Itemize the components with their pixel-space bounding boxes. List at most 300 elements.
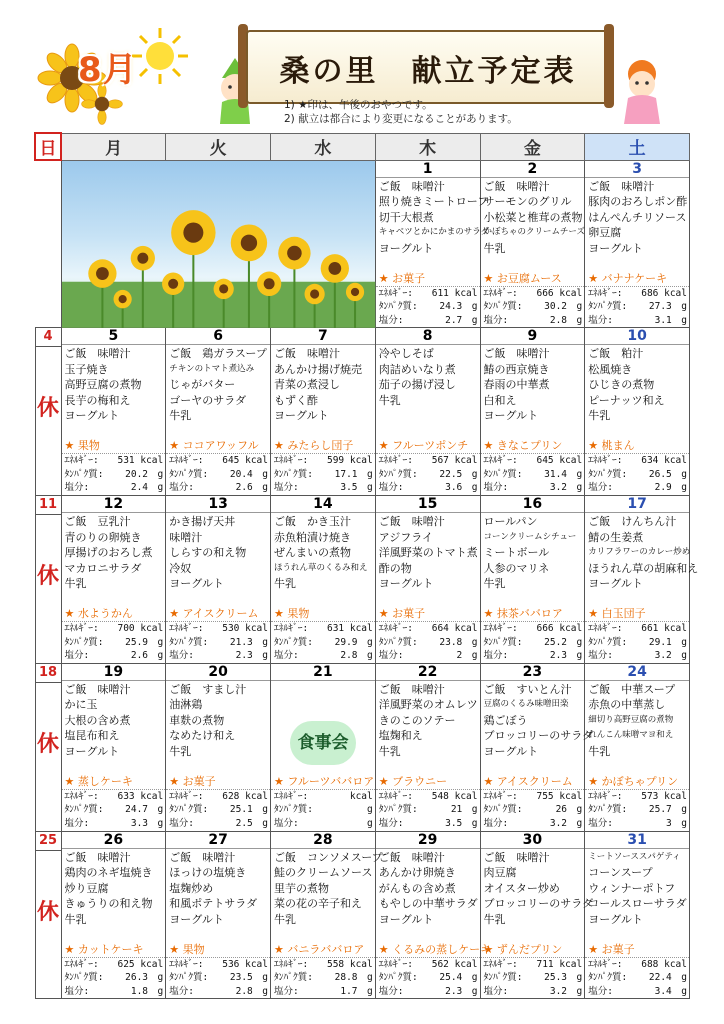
day-number: 28: [271, 832, 375, 849]
nutrition-info: [481, 454, 585, 495]
energy-value: 531 kcal: [117, 455, 164, 467]
salt-label: 塩分:: [274, 985, 299, 997]
snack-item: ★ バニラババロア: [271, 942, 375, 958]
salt-label: 塩分:: [378, 482, 404, 494]
holiday-mark: 休: [36, 731, 59, 757]
nutrition-info: [376, 958, 480, 999]
protein-value: 25.1 g: [229, 804, 268, 816]
protein-label: ﾀﾝﾊﾟｸ質:: [64, 804, 104, 816]
salt-value: 2.8 g: [549, 314, 583, 326]
salt-value: 2.6 g: [235, 482, 268, 494]
menu-list: [166, 681, 270, 774]
salt-value: 1.7 g: [340, 985, 373, 997]
protein-label: ﾀﾝﾊﾟｸ質:: [169, 468, 209, 480]
energy-value: 634 kcal: [641, 455, 687, 467]
energy-label: ｴﾈﾙｷﾞｰ:: [588, 958, 623, 970]
energy-label: ｴﾈﾙｷﾞｰ:: [588, 287, 623, 299]
energy-label: ｴﾈﾙｷﾞｰ:: [483, 455, 518, 467]
menu-item: 菜の花の辛子和え: [274, 897, 362, 911]
energy-value: 633 kcal: [117, 790, 164, 802]
energy-label: ｴﾈﾙｷﾞｰ:: [378, 623, 413, 635]
menu-list: [166, 345, 270, 438]
menu-item: かき揚げ天丼: [169, 515, 236, 529]
menu-item: ご飯 味噌汁: [483, 850, 550, 864]
energy-label: ｴﾈﾙｷﾞｰ:: [169, 623, 204, 635]
weekday-sat: 土: [585, 133, 690, 160]
menu-list: [481, 178, 585, 271]
menu-item: もやしの中華サラダ: [378, 897, 478, 911]
menu-item: はんぺんチリソース: [588, 210, 687, 224]
snack-item: ★ バナナケーキ: [585, 271, 689, 287]
salt-label: 塩分:: [483, 650, 509, 662]
protein-label: ﾀﾝﾊﾟｸ質:: [64, 636, 104, 648]
day-cell: [61, 328, 166, 496]
energy-label: ｴﾈﾙｷﾞｰ:: [274, 958, 309, 970]
sunday-cell: [35, 328, 61, 496]
day-number: 8: [376, 328, 480, 345]
menu-item: マカロニサラダ: [64, 561, 142, 575]
menu-item: ロールパン: [483, 515, 538, 529]
snack-item: ★ お菓子: [585, 942, 689, 958]
salt-label: 塩分:: [169, 818, 194, 830]
menu-item: 牛乳: [483, 241, 506, 255]
salt-label: 塩分:: [64, 482, 90, 494]
day-number: 27: [166, 832, 270, 849]
energy-value: 688 kcal: [641, 958, 687, 970]
menu-item: ご飯 味噌汁: [588, 179, 655, 193]
month-title: 8月: [78, 50, 138, 90]
menu-item: コーンスープ: [588, 866, 653, 880]
energy-value: 599 kcal: [326, 455, 373, 467]
salt-value: 3.5 g: [340, 482, 373, 494]
snack-item: ★ 白玉団子: [585, 606, 689, 622]
day-cell: [585, 328, 690, 496]
menu-item: 豚肉のおろしポン酢: [588, 195, 688, 208]
day-cell: [480, 496, 585, 664]
energy-label: ｴﾈﾙｷﾞｰ:: [169, 790, 204, 802]
menu-item: ヨーグルト: [588, 912, 643, 926]
nutrition-info: [166, 790, 270, 831]
menu-item: 洋風野菜のトマト煮: [378, 546, 478, 560]
protein-value: 24.7 g: [125, 804, 164, 816]
energy-value: 562 kcal: [431, 958, 478, 970]
menu-list: [585, 849, 689, 942]
day-number: 7: [271, 328, 375, 345]
menu-item: 牛乳: [64, 577, 87, 591]
menu-item: がんもの含め煮: [378, 881, 456, 895]
sunday-date: 18: [36, 664, 61, 683]
menu-item: ご飯 鶏ガラスープ: [169, 347, 267, 361]
day-cell: [271, 496, 376, 664]
energy-value: 628 kcal: [222, 790, 268, 802]
menu-item: 鮭のクリームソース: [274, 866, 373, 880]
menu-item: ヨーグルト: [169, 577, 224, 591]
menu-item: ヨーグルト: [483, 744, 539, 758]
snack-item: ★ みたらし団子: [271, 438, 375, 454]
menu-list: [376, 849, 480, 942]
menu-list: [585, 513, 699, 606]
menu-item: ご飯 中華スープ: [588, 682, 676, 696]
day-number: 15: [376, 496, 480, 513]
salt-label: 塩分:: [378, 985, 404, 997]
sunday-date: 4: [36, 328, 61, 347]
menu-item: 高野豆腐の煮物: [64, 378, 142, 392]
sunday-cell: [35, 663, 61, 831]
salt-value: 2.7 g: [445, 314, 478, 326]
menu-item: 照り焼きミートローフ: [378, 195, 489, 208]
day-cell: [271, 328, 376, 496]
salt-value: 3.1 g: [654, 314, 687, 326]
protein-label: ﾀﾝﾊﾟｸ質:: [169, 804, 209, 816]
snack-item: ★ フルーツポンチ: [376, 438, 480, 454]
menu-item: 油淋鶏: [169, 698, 203, 712]
weekday-sun: 日: [35, 133, 61, 160]
orange-fairy-character-icon: [614, 54, 670, 126]
menu-list: [585, 345, 689, 438]
snack-item: ★ きなこプリン: [481, 438, 585, 454]
menu-item: ぜんまいの煮物: [274, 546, 351, 560]
day-number: 21: [271, 664, 375, 681]
snack-item: ★ ずんだプリン: [481, 942, 585, 958]
page-header: [0, 0, 724, 132]
menu-item: じゃがバター: [169, 378, 236, 392]
menu-item: ご飯 すいとん汁: [483, 682, 572, 696]
menu-item: 白和え: [483, 393, 517, 407]
day-cell: [585, 160, 690, 328]
menu-item: しらすの和え物: [169, 546, 247, 560]
protein-label: ﾀﾝﾊﾟｸ質:: [274, 636, 313, 648]
holiday-mark: 休: [36, 899, 59, 925]
day-number: 10: [585, 328, 689, 345]
day-cell: [166, 831, 271, 999]
energy-value: 567 kcal: [431, 455, 478, 467]
energy-label: ｴﾈﾙｷﾞｰ:: [274, 790, 309, 802]
nutrition-info: [585, 958, 689, 999]
menu-item: ご飯 かき玉汁: [274, 515, 351, 529]
menu-item: ヨーグルト: [64, 744, 120, 758]
menu-item: 肉詰めいなり煮: [378, 362, 456, 376]
menu-list: [481, 849, 594, 942]
protein-label: ﾀﾝﾊﾟｸ質:: [588, 301, 628, 313]
salt-label: 塩分:: [588, 314, 613, 326]
sun-icon: [130, 26, 190, 86]
menu-list: [62, 849, 166, 942]
menu-item: 塩昆布和え: [64, 729, 120, 743]
energy-label: ｴﾈﾙｷﾞｰ:: [64, 455, 99, 467]
snack-item: ★ 抹茶ババロア: [481, 606, 585, 622]
protein-label: ﾀﾝﾊﾟｸ質:: [588, 804, 628, 816]
salt-label: 塩分:: [169, 650, 194, 662]
nutrition-info: [585, 790, 689, 831]
sunday-cell: [35, 160, 61, 328]
nutrition-info: [481, 958, 585, 999]
menu-item: 細切り高野豆腐の煮物: [588, 714, 674, 725]
snack-item: ★ かぼちゃプリン: [585, 774, 689, 790]
energy-value: 558 kcal: [326, 958, 373, 970]
menu-item: 和風ポテトサラダ: [169, 897, 258, 911]
snack-item: ★ アイスクリーム: [166, 606, 270, 622]
energy-label: ｴﾈﾙｷﾞｰ:: [274, 455, 309, 467]
salt-value: 1.8 g: [130, 985, 164, 997]
menu-item: ご飯 味噌汁: [378, 682, 445, 696]
protein-value: 30.2 g: [544, 301, 583, 313]
day-cell: [480, 831, 594, 999]
menu-list: [481, 345, 585, 438]
menu-item: れんこん味噌マヨ和え: [588, 730, 674, 741]
menu-item: 冷やしそば: [378, 347, 434, 361]
day-cell: [480, 160, 585, 328]
nutrition-info: [585, 622, 689, 663]
salt-value: 3 g: [666, 818, 687, 830]
nutrition-info: [481, 622, 585, 663]
menu-item: ご飯 味噌汁: [483, 347, 550, 361]
week-row: [35, 328, 690, 496]
day-cell: [166, 496, 271, 664]
nutrition-info: [271, 958, 375, 999]
menu-item: 牛乳: [64, 912, 87, 926]
menu-item: 牛乳: [169, 409, 192, 423]
energy-value: 573 kcal: [641, 790, 687, 802]
protein-label: ﾀﾝﾊﾟｸ質:: [588, 468, 628, 480]
day-number: 14: [271, 496, 375, 513]
title-scroll: [246, 30, 610, 104]
protein-value: 24.3 g: [439, 301, 478, 313]
energy-label: ｴﾈﾙｷﾞｰ:: [378, 455, 413, 467]
day-number: 17: [585, 496, 689, 513]
day-cell: [375, 663, 480, 831]
day-number: 22: [376, 664, 480, 681]
menu-item: 牛乳: [274, 577, 296, 591]
energy-label: ｴﾈﾙｷﾞｰ:: [588, 623, 623, 635]
menu-item: 大根の含め煮: [64, 713, 131, 727]
salt-label: 塩分:: [64, 985, 90, 997]
protein-value: 27.3 g: [648, 301, 687, 313]
salt-value: 2 g: [456, 650, 478, 662]
menu-list: [376, 681, 480, 774]
snack-item: ★ 蒸しケーキ: [62, 774, 166, 790]
menu-item: きゅうりの和え物: [64, 897, 153, 911]
salt-label: 塩分:: [483, 314, 509, 326]
salt-value: 2.3 g: [235, 650, 268, 662]
salt-label: 塩分:: [588, 482, 613, 494]
menu-list: [376, 345, 480, 438]
menu-item: キャベツとかにかまのサラダ: [378, 227, 490, 237]
menu-item: かに玉: [64, 698, 98, 712]
week-row: [35, 831, 690, 999]
nutrition-info: [62, 622, 166, 663]
sunday-cell: [35, 831, 61, 999]
energy-value: 664 kcal: [431, 623, 478, 635]
menu-item: なめたけ和え: [169, 729, 236, 743]
day-cell: [375, 831, 492, 999]
day-number: 6: [166, 328, 270, 345]
menu-item: ほうれん草のくるみ和え: [274, 562, 368, 573]
menu-item: 鶏ごぼう: [483, 713, 528, 727]
menu-item: 冷奴: [169, 561, 192, 575]
energy-label: ｴﾈﾙｷﾞｰ:: [169, 958, 204, 970]
menu-list: [585, 178, 689, 271]
snack-item: ★ ブラウニー: [376, 774, 480, 790]
menu-item: 鶏肉のネギ塩焼き: [64, 866, 153, 880]
nutrition-info: [166, 454, 270, 495]
nutrition-info: [166, 622, 270, 663]
salt-label: 塩分:: [483, 818, 509, 830]
energy-value: 625 kcal: [117, 958, 164, 970]
protein-value: g: [367, 804, 373, 816]
sunday-cell: [35, 496, 61, 664]
menu-item: かぼちゃのクリームチーズ: [483, 227, 585, 237]
menu-item: ウィンナーポトフ: [588, 881, 676, 895]
salt-value: 2.5 g: [235, 818, 268, 830]
energy-label: ｴﾈﾙｷﾞｰ:: [378, 287, 413, 299]
weekday-header-row: [35, 133, 690, 160]
salt-value: 2.4 g: [130, 482, 164, 494]
day-cell: [585, 831, 690, 999]
protein-label: ﾀﾝﾊﾟｸ質:: [169, 636, 209, 648]
menu-item: ご飯 粕汁: [588, 347, 644, 361]
energy-label: ｴﾈﾙｷﾞｰ:: [64, 790, 99, 802]
menu-item: 洋風野菜のオムレツ: [378, 698, 478, 712]
day-cell: [585, 496, 699, 664]
day-cell: [480, 328, 585, 496]
day-number: 30: [481, 832, 585, 849]
energy-label: ｴﾈﾙｷﾞｰ:: [64, 623, 99, 635]
menu-item: 肉豆腐: [483, 866, 517, 880]
week-row: [35, 663, 690, 831]
menu-item: 赤魚の中華蒸し: [588, 698, 666, 712]
menu-item: 味噌汁: [169, 530, 203, 544]
menu-item: 酢の物: [378, 561, 412, 575]
menu-list: [166, 849, 270, 942]
sunflower-field-icon: [62, 161, 375, 328]
salt-value: 3.2 g: [654, 650, 687, 662]
menu-item: 牛乳: [274, 912, 296, 926]
snack-item: ★ くるみの蒸しケーキ: [376, 942, 480, 958]
menu-item: アジフライ: [378, 530, 433, 544]
snack-item: ★ お菓子: [376, 271, 480, 287]
nutrition-info: [62, 454, 166, 495]
page-title: 桑の里 献立予定表: [279, 54, 577, 89]
menu-item: ご飯 味噌汁: [64, 347, 131, 361]
snack-item: ★ お菓子: [166, 774, 270, 790]
menu-item: 青のりの卵焼き: [64, 530, 142, 544]
menu-item: 牛乳: [483, 912, 506, 926]
menu-list: [62, 513, 166, 606]
salt-label: 塩分:: [483, 985, 509, 997]
energy-value: 755 kcal: [536, 790, 583, 802]
nutrition-info: [271, 622, 375, 663]
scroll-rod-right: [604, 24, 614, 108]
energy-label: ｴﾈﾙｷﾞｰ:: [169, 455, 204, 467]
note-2: 2) 献立は都合により変更になることがあります。: [284, 113, 518, 125]
day-number: 23: [481, 664, 585, 681]
protein-label: ﾀﾝﾊﾟｸ質:: [378, 804, 418, 816]
menu-item: ヨーグルト: [64, 409, 120, 423]
snack-item: ★ 水ようかん: [62, 606, 166, 622]
salt-label: 塩分:: [274, 482, 299, 494]
menu-item: 牛乳: [588, 744, 611, 758]
day-number: 29: [376, 832, 480, 849]
menu-item: ミートソーススパゲティ: [588, 851, 681, 862]
salt-label: 塩分:: [483, 482, 509, 494]
note-1: 1) ★印は、午後のおやつです。: [284, 99, 433, 111]
menu-item: ひじきの煮物: [588, 378, 655, 392]
salt-value: 2.3 g: [549, 650, 583, 662]
day-number: 20: [166, 664, 270, 681]
protein-value: 28.8 g: [334, 972, 373, 984]
day-cell: [61, 496, 166, 664]
day-number: 31: [585, 832, 689, 849]
energy-label: ｴﾈﾙｷﾞｰ:: [483, 623, 518, 635]
energy-value: 666 kcal: [536, 623, 583, 635]
menu-item: ご飯 味噌汁: [378, 850, 445, 864]
day-cell: [271, 831, 383, 999]
day-number: 19: [62, 664, 166, 681]
menu-list: [271, 849, 383, 942]
protein-label: ﾀﾝﾊﾟｸ質:: [588, 636, 628, 648]
salt-label: 塩分:: [169, 482, 194, 494]
protein-value: 20.4 g: [229, 468, 268, 480]
energy-label: ｴﾈﾙｷﾞｰ:: [588, 790, 623, 802]
protein-value: 31.4 g: [544, 468, 583, 480]
menu-item: ヨーグルト: [483, 409, 539, 423]
energy-value: 666 kcal: [536, 287, 583, 299]
day-cell: [480, 663, 594, 831]
weekday-wed: 水: [271, 133, 376, 160]
day-number: 9: [481, 328, 585, 345]
lunch-event-label: 食事会: [290, 721, 356, 765]
nutrition-info: [481, 287, 585, 328]
energy-value: 611 kcal: [431, 287, 478, 299]
menu-list: [62, 345, 166, 438]
protein-value: 29.9 g: [334, 636, 373, 648]
menu-item: ブロッコリーのサラダ: [483, 729, 594, 743]
menu-item: ヨーグルト: [588, 241, 643, 255]
protein-value: 25.9 g: [125, 636, 164, 648]
energy-value: 686 kcal: [641, 287, 687, 299]
snack-item: ★ 果物: [62, 438, 166, 454]
menu-item: ほうれん草の胡麻和え: [588, 561, 699, 575]
sunflower-photo: [61, 160, 375, 328]
protein-label: ﾀﾝﾊﾟｸ質:: [483, 468, 523, 480]
nutrition-info: [62, 790, 166, 831]
salt-value: 3.2 g: [549, 482, 583, 494]
menu-item: 牛乳: [378, 393, 401, 407]
menu-item: 卵豆腐: [588, 226, 622, 239]
nutrition-info: [376, 790, 480, 831]
menu-item: 牛乳: [483, 577, 506, 591]
protein-label: ﾀﾝﾊﾟｸ質:: [378, 301, 418, 313]
energy-label: ｴﾈﾙｷﾞｰ:: [378, 958, 413, 970]
menu-item: コールスローサラダ: [588, 897, 687, 911]
salt-label: 塩分:: [378, 818, 404, 830]
menu-item: 炒り豆腐: [64, 881, 109, 895]
salt-value: 3.6 g: [445, 482, 478, 494]
menu-item: もずく酢: [274, 393, 318, 407]
snack-item: ★ 果物: [271, 606, 375, 622]
protein-value: 26.3 g: [125, 972, 164, 984]
menu-item: ご飯 すまし汁: [169, 682, 247, 696]
nutrition-info: [481, 790, 585, 831]
protein-value: 25.4 g: [439, 972, 478, 984]
energy-value: 631 kcal: [326, 623, 373, 635]
salt-value: 2.8 g: [340, 650, 373, 662]
menu-item: ご飯 豆乳汁: [64, 515, 131, 529]
menu-item: あんかけ揚げ焼売: [274, 362, 362, 376]
protein-label: ﾀﾝﾊﾟｸ質:: [483, 804, 523, 816]
menu-item: 松風焼き: [588, 362, 633, 376]
day-number: 3: [585, 161, 689, 178]
